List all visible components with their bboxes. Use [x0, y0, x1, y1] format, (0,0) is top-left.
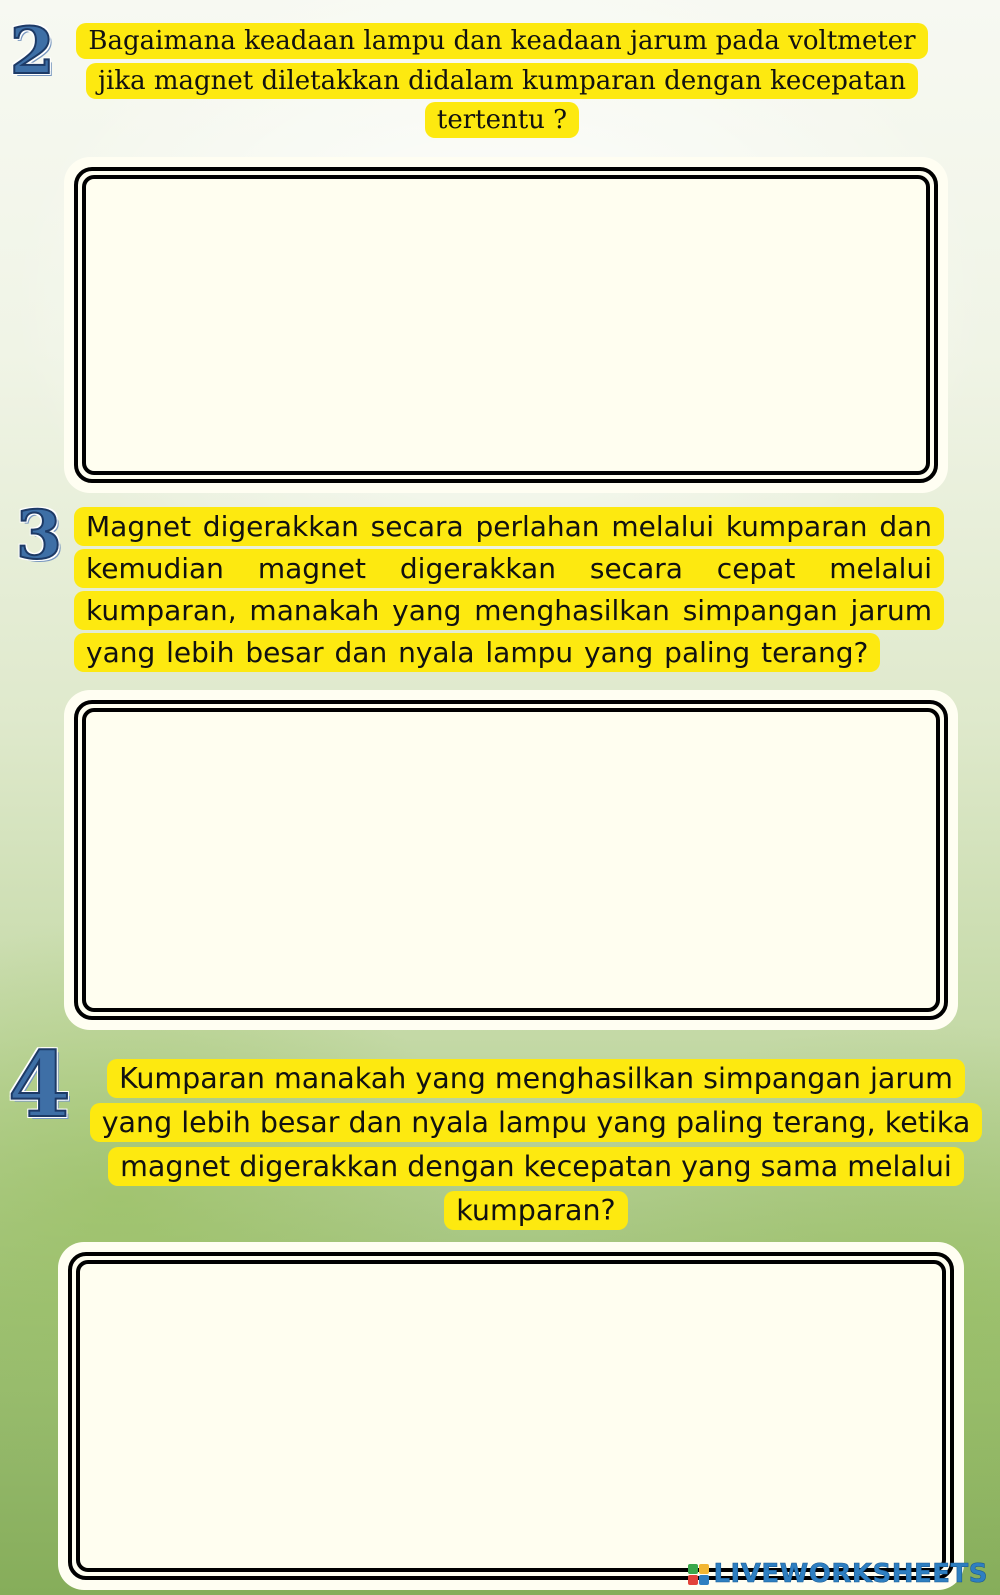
question-3-text — [74, 506, 944, 674]
answer-card-3 — [64, 690, 958, 1030]
liveworksheets-logo-icon — [688, 1564, 709, 1585]
answer-card-2 — [64, 157, 948, 493]
question-2-highlight: Bagaimana keadaan lampu dan keadaan jarum pada voltmeter jika magnet diletakkan didalam kumparan dengan kecepatan tertentu ? — [76, 23, 927, 138]
liveworksheets-logo — [688, 1559, 988, 1589]
question-number-4: 4 — [8, 1032, 71, 1138]
logo-text: LIVEWORKSHEETS — [713, 1559, 988, 1589]
answer-card-4 — [58, 1242, 964, 1590]
question-4-highlight: Kumparan manakah yang menghasilkan simpangan jarum yang lebih besar dan nyala lampu yang paling terang, ketika magnet digerakkan dengan kecepatan yang sama melalui kumparan? — [90, 1059, 983, 1230]
question-number-2: 2 — [10, 14, 55, 89]
question-2-text — [62, 22, 942, 141]
question-number-3: 3 — [16, 496, 62, 574]
question-3-highlight: Magnet digerakkan secara perlahan melalui kumparan dan kemudian magnet digerakkan secara cepat melalui kumparan, manakah yang menghasilkan simpangan jarum yang lebih besar dan nyala lampu yang paling terang? — [74, 507, 944, 672]
question-4-text — [86, 1057, 986, 1233]
answer-box-4[interactable] — [68, 1252, 954, 1580]
answer-box-3[interactable] — [74, 700, 948, 1020]
answer-box-2[interactable] — [74, 167, 938, 483]
